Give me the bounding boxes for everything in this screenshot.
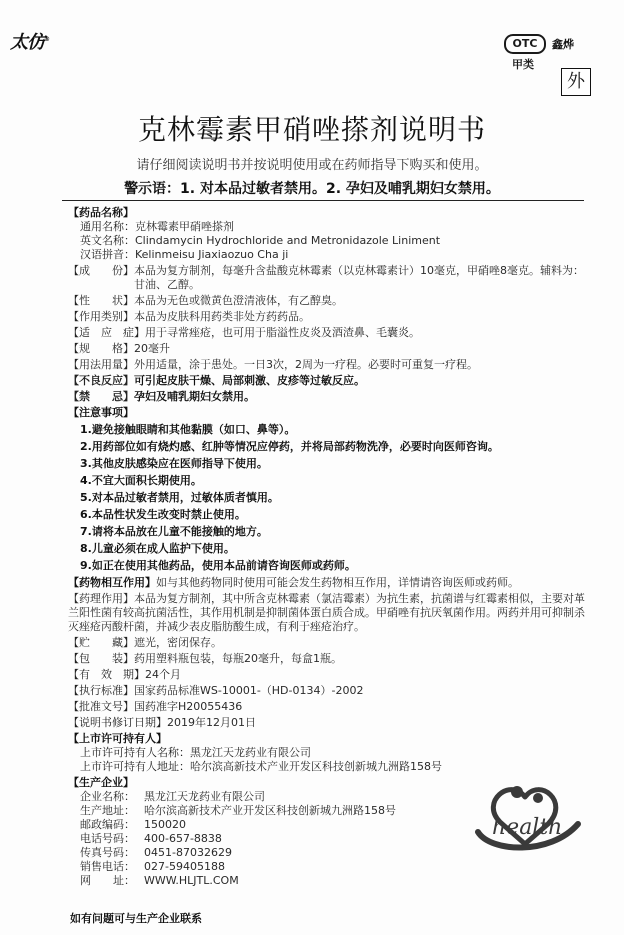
package-text: 药用塑料瓶包装，每瓶20毫升，每盒1瓶。 [134, 652, 342, 665]
brand-logo: 太仿® [10, 32, 49, 53]
holder-name-label: 上市许可持有人名称： [80, 746, 190, 759]
pinyin-name: Kelinmeisu Jiaxiaozuo Cha ji [135, 248, 289, 261]
pharmacology-label: 【药理作用】 [68, 592, 134, 605]
field-value: 150020 [144, 818, 186, 831]
contraindications-row [68, 390, 588, 404]
interactions-label: 【药物相互作用】 [68, 576, 156, 589]
english-name-label: 英文名称： [80, 234, 135, 247]
package-row [68, 652, 588, 666]
revision-row [68, 716, 588, 730]
warning-statement: 警示语：1. 对本品过敏者禁用。2. 孕妇及哺乳期妇女禁用。 [124, 181, 500, 197]
field-value: 哈尔滨高新技术产业开发区科技创新城九洲路158号 [144, 804, 396, 817]
precaution-item: 9.如正在使用其他药品，使用本品前请咨询医师或药师。 [80, 559, 356, 572]
storage-row [68, 636, 588, 650]
footer-note: 如有问题可与生产企业联系 [70, 912, 202, 925]
validity-text: 24个月 [145, 668, 181, 681]
field-label: 生产地址： [80, 804, 135, 817]
holder-name: 黑龙江天龙药业有限公司 [190, 746, 311, 759]
manufacturer-heading: 【生产企业】 [68, 776, 134, 789]
standard-row [68, 684, 588, 698]
drug-name-heading: 【药品名称】 [68, 206, 134, 219]
field-label: 电话号码： [80, 832, 135, 845]
field-value: 027-59405188 [144, 860, 225, 873]
health-logo-text: health [492, 815, 563, 840]
dosage-text: 外用适量，涂于患处。一日3次，2周为一疗程。必要时可重复一疗程。 [134, 358, 478, 371]
contraindications-label: 【禁 忌】 [68, 390, 134, 403]
english-name-row [68, 234, 588, 248]
pinyin-row [68, 248, 588, 262]
field-label: 销售电话： [80, 860, 135, 873]
spec-row [68, 342, 588, 356]
interactions-text: 如与其他药物同时使用可能会发生药物相互作用，详情请咨询医师或药师。 [156, 576, 519, 589]
manufacturer-field [68, 860, 588, 874]
precaution-item: 7.请将本品放在儿童不能接触的地方。 [80, 525, 268, 538]
adverse-text: 可引起皮肤干燥、局部刺激、皮疹等过敏反应。 [134, 374, 365, 387]
generic-name-label: 通用名称： [80, 220, 135, 233]
indications-label: 【适 应 症】 [68, 326, 145, 339]
pharmacology-row [68, 592, 588, 634]
composition-text: 本品为复方制剂，每毫升含盐酸克林霉素（以克林霉素计）10毫克，甲硝唑8毫克。辅料为：甘油、乙醇。 [134, 264, 584, 291]
field-label: 传真号码： [80, 846, 135, 859]
storage-label: 【贮 藏】 [68, 636, 134, 649]
english-name: Clindamycin Hydrochloride and Metronidazole Liniment [135, 234, 441, 247]
holder-heading: 【上市许可持有人】 [68, 732, 167, 745]
generic-name: 克林霉素甲硝唑搽剂 [135, 220, 234, 233]
standard-label: 【执行标准】 [68, 684, 134, 697]
field-value: 0451-87032629 [144, 846, 232, 859]
category-label: 【作用类别】 [68, 310, 134, 323]
precaution-item: 2.用药部位如有烧灼感、红肿等情况应停药，并将局部药物洗净，必要时向医师咨询。 [80, 440, 499, 453]
storage-text: 遮光，密闭保存。 [134, 636, 222, 649]
indications-text: 用于寻常痤疮，也可用于脂溢性皮炎及酒渣鼻、毛囊炎。 [145, 326, 420, 339]
holder-address-label: 上市许可持有人地址： [80, 760, 190, 773]
pinyin-label: 汉语拼音： [80, 248, 135, 261]
external-use-mark: 外 [561, 68, 591, 96]
health-logo [470, 762, 586, 858]
contraindications-text: 孕妇及哺乳期妇女禁用。 [134, 390, 255, 403]
precaution-item: 4.不宜大面积长期使用。 [80, 474, 202, 487]
adverse-row [68, 374, 588, 388]
otc-badge: OTC [504, 34, 546, 54]
document-subtitle: 请仔细阅读说明书并按说明使用或在药师指导下购买和使用。 [136, 158, 488, 173]
revision-label: 【说明书修订日期】 [68, 716, 167, 729]
header-divider [62, 200, 584, 201]
field-value: 400-657-8838 [144, 832, 222, 845]
holder-name-row [68, 746, 588, 760]
generic-name-row [68, 220, 588, 234]
precaution-item: 6.本品性状发生改变时禁止使用。 [80, 508, 246, 521]
package-label: 【包 装】 [68, 652, 134, 665]
document-title: 克林霉素甲硝唑搽剂说明书 [137, 113, 486, 146]
field-label: 网 址： [80, 874, 135, 887]
revision-text: 2019年12月01日 [167, 716, 256, 729]
properties-text: 本品为无色或微黄色澄清液体，有乙醇臭。 [134, 294, 343, 307]
dosage-label: 【用法用量】 [68, 358, 134, 371]
dosage-row [68, 358, 588, 372]
interactions-row [68, 576, 588, 590]
otc-category: 甲类 [512, 58, 534, 71]
standard-text: 国家药品标准WS-10001-（HD-0134）-2002 [134, 684, 364, 697]
approval-text: 国药准字H20055436 [134, 700, 243, 713]
precaution-item: 5.对本品过敏者禁用，过敏体质者慎用。 [80, 491, 279, 504]
validity-label: 【有 效 期】 [68, 668, 145, 681]
field-value: WWW.HLJTL.COM [144, 874, 239, 887]
field-label: 企业名称： [80, 790, 135, 803]
properties-label: 【性 状】 [68, 294, 134, 307]
approval-row [68, 700, 588, 714]
precaution-item: 8.儿童必须在成人监护下使用。 [80, 542, 235, 555]
manufacturer-field [68, 874, 588, 888]
category-text: 本品为皮肤科用药类非处方药药品。 [134, 310, 310, 323]
precautions-heading: 【注意事项】 [68, 406, 134, 419]
composition-label: 【成 份】 [68, 264, 134, 277]
spec-text: 20毫升 [134, 342, 170, 355]
composition-row [68, 264, 588, 292]
holder-address: 哈尔滨高新技术产业开发区科技创新城九洲路158号 [190, 760, 442, 773]
pharmacology-text: 本品为复方制剂，其中所含克林霉素（氯洁霉素）为抗生素，抗菌谱与红霉素相似，主要对革兰阳性菌有较高抗菌活性，其作用机制是抑制菌体蛋白质合成。甲硝唑有抗厌氧菌作用。两药并用可抑制杀灭痤疮丙酸杆菌，并减少表皮脂肪酸生成，有利于痤疮治疗。 [68, 592, 585, 633]
indications-row [68, 326, 588, 340]
approval-label: 【批准文号】 [68, 700, 134, 713]
adverse-label: 【不良反应】 [68, 374, 134, 387]
otc-brand: 鑫烨 [552, 38, 574, 51]
field-label: 邮政编码： [80, 818, 135, 831]
precaution-item: 3.其他皮肤感染应在医师指导下使用。 [80, 457, 268, 470]
properties-row [68, 294, 588, 308]
precaution-item: 1.避免接触眼睛和其他黏膜（如口、鼻等）。 [80, 423, 296, 436]
field-value: 黑龙江天龙药业有限公司 [144, 790, 265, 803]
category-row [68, 310, 588, 324]
validity-row [68, 668, 588, 682]
spec-label: 【规 格】 [68, 342, 134, 355]
